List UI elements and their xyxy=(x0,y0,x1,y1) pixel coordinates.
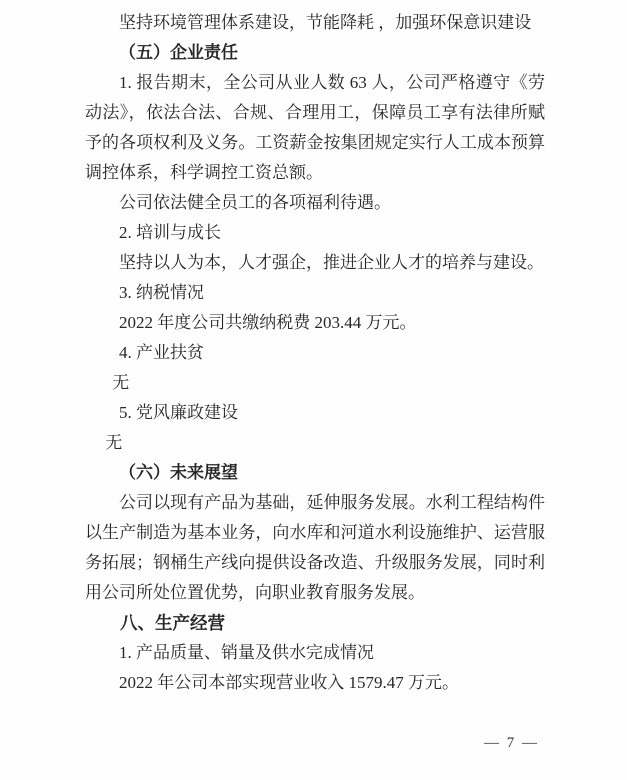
paragraph-tax: 2022 年度公司共缴纳税费 203.44 万元。 xyxy=(119,313,417,332)
document-body xyxy=(85,8,545,698)
page-number: — 7 — xyxy=(484,735,539,751)
item-tax: 3. 纳税情况 xyxy=(119,283,204,302)
page-footer xyxy=(484,734,539,752)
paragraph-none-1: 无 xyxy=(112,373,130,392)
paragraph-revenue: 2022 年公司本部实现营业收入 1579.47 万元。 xyxy=(119,673,459,692)
heading-section-6: （六）未来展望 xyxy=(119,463,238,482)
paragraph-labor: 1. 报告期末，全公司从业人数 63 人，公司严格遵守《劳动法》，依法合法、合规、合理用工，保障员工享有法律所赋予的各项权利及义务。工资薪金按集团规定实行人工成本预算调控体系，科学调控工资总额。 xyxy=(85,73,545,182)
paragraph-welfare: 公司依法健全员工的各项福利待遇。 xyxy=(119,193,391,212)
item-training: 2. 培训与成长 xyxy=(119,223,221,242)
item-poverty-alleviation: 4. 产业扶贫 xyxy=(119,343,204,362)
paragraph-none-2: 无 xyxy=(105,433,123,452)
item-product-quality: 1. 产品质量、销量及供水完成情况 xyxy=(119,643,374,662)
paragraph-outlook: 公司以现有产品为基础，延伸服务发展。水利工程结构件以生产制造为基本业务，向水库和河道水利设施维护、运营服务拓展；钢桶生产线向提供设备改造、升级服务发展，同时利用公司所处位置优势，向职业教育服务发展。 xyxy=(85,493,545,602)
paragraph-environment: 坚持环境管理体系建设，节能降耗 ，加强环保意识建设 xyxy=(119,13,532,32)
item-party-conduct: 5. 党风廉政建设 xyxy=(119,403,238,422)
paragraph-training: 坚持以人为本，人才强企，推进企业人才的培养与建设。 xyxy=(119,253,544,272)
heading-section-8: 八、生产经营 xyxy=(120,613,225,633)
heading-section-5: （五）企业责任 xyxy=(119,43,238,62)
